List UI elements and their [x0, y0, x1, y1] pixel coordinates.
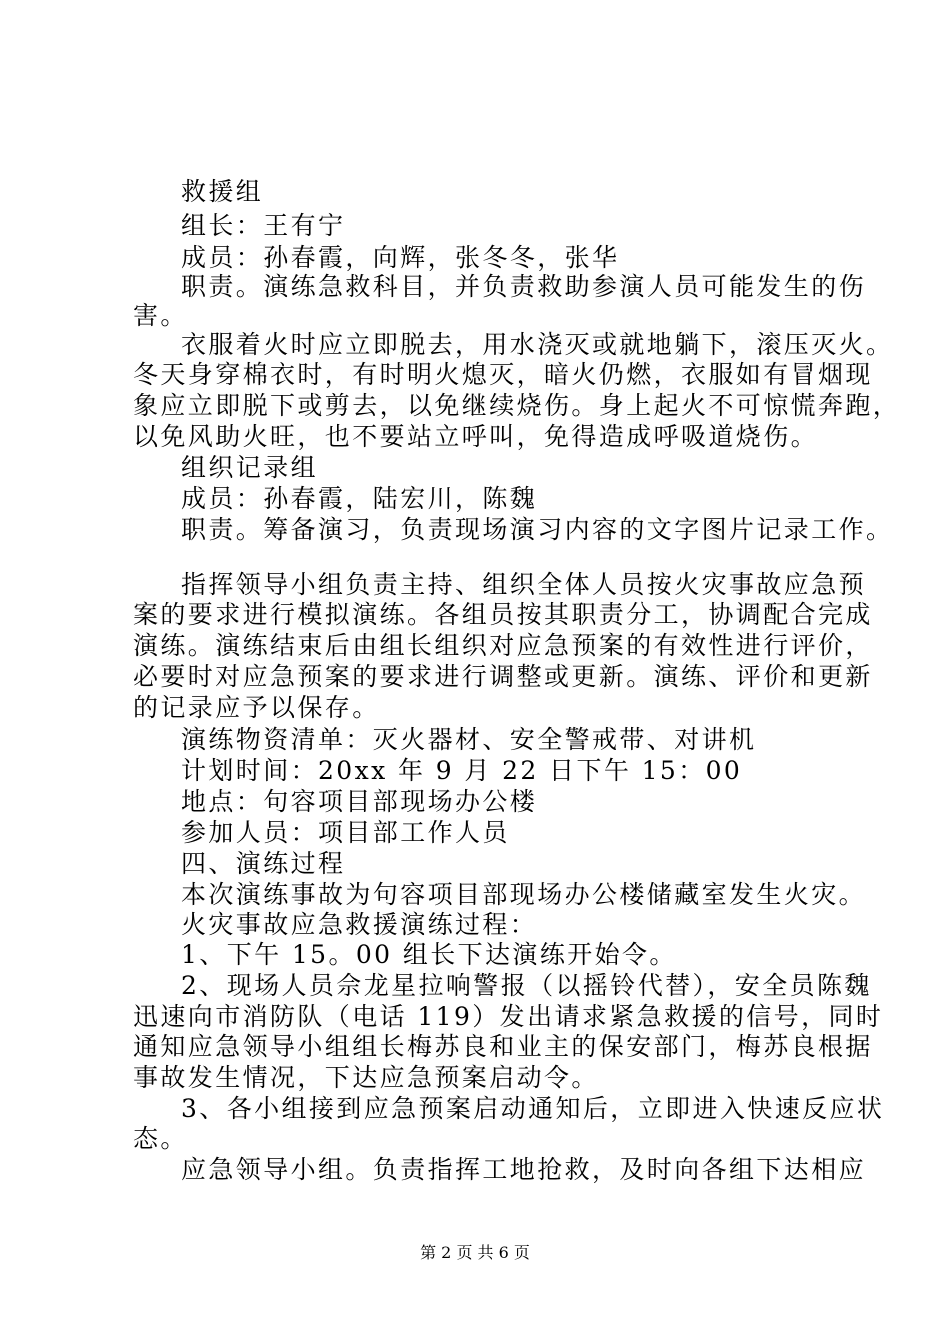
paragraph-line: 1、下午 15。00 组长下达演练开始令。: [181, 940, 677, 969]
section-heading-record-group: 组织记录组: [181, 453, 319, 482]
paragraph-line: 成员：孙春霞，陆宏川，陈魏: [181, 484, 538, 513]
paragraph-line: 职责。筹备演习，负责现场演习内容的文字图片记录工作。: [181, 515, 894, 544]
paragraph-line: 应急领导小组。负责指挥工地抢救，及时向各组下达相应: [181, 1155, 867, 1184]
paragraph-line: 迅速向市消防队（电话 119）发出请求紧急救援的信号，同时: [133, 1002, 884, 1031]
section-heading-drill-process: 四、演练过程: [181, 849, 346, 878]
paragraph-line: 职责。演练急救科目，并负责救助参演人员可能发生的伤: [181, 272, 867, 301]
paragraph-line: 以免风助火旺，也不要站立呼叫，免得造成呼吸道烧伤。: [133, 422, 819, 451]
paragraph-line: 2、现场人员佘龙星拉响警报（以摇铃代替），安全员陈魏: [181, 971, 872, 1000]
paragraph-line: 冬天身穿棉衣时，有时明火熄灭，暗火仍燃，衣服如有冒烟现: [133, 360, 873, 389]
paragraph-line: 案的要求进行模拟演练。各组员按其职责分工，协调配合完成: [133, 600, 873, 629]
paragraph-line: 演练。演练结束后由组长组织对应急预案的有效性进行评价，: [133, 631, 873, 660]
paragraph-line: 本次演练事故为句容项目部现场办公楼储藏室发生火灾。: [181, 880, 867, 909]
paragraph-line: 的记录应予以保存。: [133, 693, 380, 722]
section-heading-rescue-group: 救援组: [181, 177, 264, 206]
page-number-footer: 第 2 页 共 6 页: [420, 1243, 530, 1262]
paragraph-line: 害。: [133, 301, 188, 330]
paragraph-line: 地点：句容项目部现场办公楼: [181, 787, 538, 816]
paragraph-line: 参加人员：项目部工作人员: [181, 818, 510, 847]
paragraph-line: 象应立即脱下或剪去，以免继续烧伤。身上起火不可惊慌奔跑，: [133, 391, 901, 420]
paragraph-line: 指挥领导小组负责主持、组织全体人员按火灾事故应急预: [181, 570, 867, 599]
paragraph-line: 组长：王有宁: [181, 211, 346, 240]
paragraph-line: 成员：孙春霞，向辉，张冬冬，张华: [181, 243, 620, 272]
paragraph-line: 态。: [133, 1124, 188, 1153]
paragraph-line: 通知应急领导小组组长梅苏良和业主的保安部门，梅苏良根据: [133, 1032, 873, 1061]
paragraph-line: 事故发生情况，下达应急预案启动令。: [133, 1063, 599, 1092]
paragraph-line: 衣服着火时应立即脱去，用水浇灭或就地躺下，滚压灭火。: [181, 330, 894, 359]
paragraph-line: 计划时间：20xx 年 9 月 22 日下午 15：00: [181, 756, 743, 785]
paragraph-line: 火灾事故应急救援演练过程：: [181, 910, 538, 939]
paragraph-line: 必要时对应急预案的要求进行调整或更新。演练、评价和更新: [133, 662, 873, 691]
paragraph-line: 3、各小组接到应急预案启动通知后，立即进入快速反应状: [181, 1094, 885, 1123]
paragraph-line: 演练物资清单：灭火器材、安全警戒带、对讲机: [181, 725, 757, 754]
